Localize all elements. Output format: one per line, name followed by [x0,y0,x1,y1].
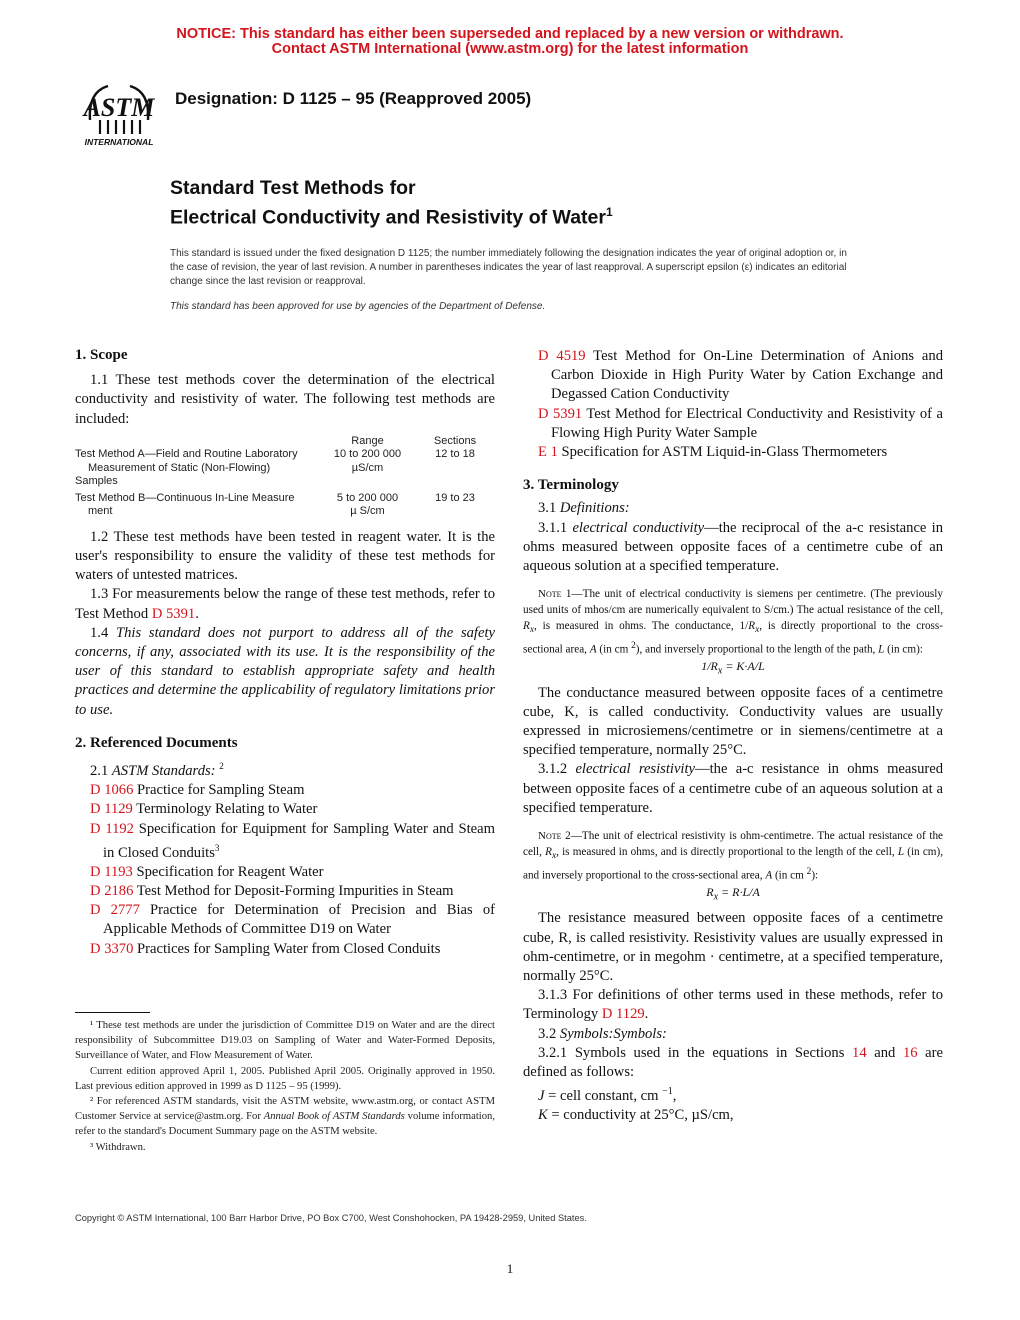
footnote-rule [75,1012,150,1013]
method-a-unit: µS/cm [351,461,384,474]
table-row [75,448,495,489]
reference-code-link[interactable]: E 1 [538,444,558,461]
equation-2: $R_x = R\cdot L/A$ [706,884,760,903]
reference-code-link[interactable]: D 1192 [90,820,134,837]
title-footnote-ref[interactable]: 1 [605,205,613,219]
link-section-16[interactable]: 16 [902,1044,918,1061]
reference-list-continued [523,347,943,462]
method-a-name-cont2: Samples [75,475,118,488]
safety-statement: This standard does not purport to address all of the safety concerns, if any, associated with its use. It is the responsibility of the user of this standard to establish appropriate safety and health practices and determine the applicability of regulatory limitations prior to use. [75,624,495,718]
reference-title: Specification for ASTM Liquid-in-Glass Thermometers [557,444,888,461]
footnote-1: ¹ These test methods are under the jurisdiction of Committee D19 on Water and are the direct responsibility of Subcommittee D19.03 on Sampling of Water and Water-Formed Deposits, Surveillance of Water, and Flow Measurement of Water. [75,1020,495,1062]
method-a-sections: 12 to 18 [435,448,475,461]
footnote-2: ² For referenced ASTM standards, visit the ASTM website, www.astm.org, or contact ASTM Customer Service at service@astm.org. For Annual Book of ASTM Standards volume information, refer to the standard's Document Summary page on the ASTM website. [75,1096,495,1138]
table-head-sections: Sections [433,434,477,447]
issuance-statement: This standard is issued under the fixed designation D 1125; the number immediately following the designation indicates the year of original adoption or, in the case of revision, the year of last revision. A number in parentheses indicates the year of last reapproval. A superscript epsilon (ε) indicates an editorial change since the last revision or reapproval. [170,248,847,287]
reference-item [75,820,495,863]
reference-item [523,443,943,462]
note-1: Note 1—The unit of electrical conductivity is siemens per centimetre. (The previously used units of mhos/cm are numerically equivalent to S/cm.) The actual resistance of the cell, $R_x$, is measured in ohms. The conductance, $1/R_x$, is directly proportional to the cross-sectional area, A (in cm $^2$), and inversely proportional to the length of the path, L (in cm): [523,588,943,657]
table-row [75,489,495,519]
logo-subtext: INTERNATIONAL [84,137,154,147]
reference-item [523,405,943,443]
reference-item [75,781,495,800]
reference-code-link[interactable]: D 1129 [90,801,133,818]
note-2: Note 2—The unit of electrical resistivity is ohm-centimetre. The actual resistance of the cell, $R_x$, is measured in ohms, and is directly proportional to the length of the cell, L (in cm), and inversely proportional to the cross-sectional area, A (in cm $^2$): [523,830,944,882]
footnote-3: ³ Withdrawn. [90,1141,146,1153]
link-section-14[interactable]: 14 [852,1044,867,1061]
reference-item [75,863,495,882]
reference-list [75,781,495,959]
right-column [523,347,943,1125]
symbol-J: J = cell constant, cm $^{-1}$, [538,1086,677,1105]
reference-code-link[interactable]: D 4519 [538,348,586,364]
method-a-name: Test Method A—Field and Routine Laboratory [75,448,298,461]
reference-title: Test Method for Deposit-Forming Impurities in Steam [133,882,454,899]
reference-code-link[interactable]: D 3370 [90,940,134,957]
para-1-2: 1.2 These test methods have been tested in reagent water. It is the user's responsibility to ensure the validity of these test methods for waters of untested matrices. [75,528,495,584]
reference-code-link[interactable]: D 1066 [90,782,134,799]
para-3-1-1: 3.1.1 electrical conductivity—the reciprocal of the a-c resistance in ohms measured between opposite faces of a centimetre cube of an aqueous solution at a specified temperature. [523,519,943,575]
notice-line-1: NOTICE: This standard has either been superseded and replaced by a new version or withdrawn. [176,26,844,42]
reference-title: Test Method for On-Line Determination of Anions and Carbon Dioxide in High Purity Water by Cation Exchange and Degassed Cation Conductivity [551,348,943,403]
para-conductivity: The conductance measured between opposite faces of a centimetre cube, K, is called conductivity. Conductivity values are usually expressed in microsiemens/centimetre or in siemens/centimetre at a specified temperature, normally 25°C. [523,684,943,759]
reference-item [75,940,495,959]
link-d5391[interactable]: D 5391 [151,605,196,622]
reference-item [523,347,943,405]
dod-approval-statement: This standard has been approved for use by agencies of the Department of Defense. [170,301,546,312]
method-a-name-cont: Measurement of Static (Non-Flowing) [88,461,271,474]
notice-banner [0,27,1020,57]
logo-letters: ASTM [83,93,155,122]
para-1-3: 1.3 For measurements below the range of these test methods, refer to Test Method D 5391. [75,586,495,622]
method-b-unit: µ S/cm [350,505,385,518]
method-b-range: 5 to 200 000 [336,491,399,504]
table-head-range: Range [351,434,384,447]
link-d1129[interactable]: D 1129 [601,1006,645,1023]
para-2-1: 2.1 ASTM Standards: $^2$ [90,761,224,779]
reference-title: Terminology Relating to Water [132,801,318,818]
reference-title: Practice for Sampling Steam [133,782,305,799]
para-3-2: 3.2 Symbols:Symbols: [538,1025,667,1042]
section-1-heading: 1. Scope [75,347,128,363]
reference-title: Practice for Determination of Precision and Bias of Applicable Methods of Committee D19 on Water [103,902,495,938]
astm-logo [78,76,160,148]
reference-item [75,800,495,819]
title-line-1: Standard Test Methods for [170,177,416,199]
footnote-1b: Current edition approved April 1, 2005. Published April 2005. Originally approved in 1950. Last previous edition approved in 1999 as D 1125 – 95 (1999). [75,1065,495,1092]
reference-item [75,901,495,939]
section-3-heading: 3. Terminology [523,477,619,494]
para-3-1-2: 3.1.2 electrical resistivity—the a-c resistance in ohms measured between opposite faces of a centimetre cube of an aqueous solution at a specified temperature. [523,761,943,816]
symbol-K: K = conductivity at 25°C, µS/cm, [538,1107,734,1124]
reference-code-link[interactable]: D 2186 [90,882,134,899]
left-column [75,346,495,959]
reference-code-link[interactable]: D 5391 [538,405,583,422]
reference-title: Practices for Sampling Water from Closed Conduits [133,940,441,957]
method-b-name: Test Method B—Continuous In-Line Measure [75,491,295,504]
para-resistivity: The resistance measured between opposite faces of a centimetre cube, R, is called resistivity. Resistivity values are usually expressed in ohm-centimetre, or in megohm · centimetre, at a specified temperature, normally 25°C. [523,910,943,984]
reference-title: Test Method for Electrical Conductivity and Resistivity of a Flowing High Purity Water Sample [551,405,943,441]
para-1-4: 1.4 This standard does not purport to address all of the safety concerns, if any, associated with its use. It is the responsibility of the user of this standard to establish appropriate safety and health practices and determine the applicability of regulatory limitations prior to use. [75,624,495,718]
para-3-2-1: 3.2.1 Symbols used in the equations in Sections 14 and 16 are defined as follows: [523,1044,943,1080]
reference-title: Specification for Reagent Water [132,863,324,880]
footnote-ref-3[interactable]: 3 [214,842,220,853]
reference-title: Specification for Equipment for Sampling Water and Steam in Closed Conduits [103,820,495,861]
reference-item [75,882,495,901]
document-title [170,176,613,230]
reference-code-link[interactable]: D 1193 [90,863,133,880]
para-3-1: 3.1 Definitions: [538,500,630,517]
method-a-range: 10 to 200 000 [333,448,402,461]
method-b-sections: 19 to 23 [435,491,475,504]
designation: Designation: D 1125 – 95 (Reapproved 2005) [175,89,532,108]
section-2-heading: 2. Referenced Documents [75,734,238,751]
test-methods-table [75,435,495,519]
para-3-1-3: 3.1.3 For definitions of other terms used in these methods, refer to Terminology D 1129. [523,987,943,1023]
notice-line-2: Contact ASTM International (www.astm.org) for the latest information [271,41,749,57]
footnote-ref-2[interactable]: 2 [219,761,224,772]
footnotes [75,1018,495,1155]
term-electrical-conductivity: electrical conductivity [572,519,705,536]
title-line-2: Electrical Conductivity and Resistivity of Water [170,206,606,229]
page-number: 1 [506,1261,514,1276]
copyright-line: Copyright © ASTM International, 100 Barr Harbor Drive, PO Box C700, West Conshohocken, PA 19428-2959, United States. [75,1213,587,1223]
method-b-name-cont: ment [88,505,113,518]
term-electrical-resistivity: electrical resistivity [575,761,696,778]
para-1-1: 1.1 These test methods cover the determination of the electrical conductivity and resistivity of water. The following test methods are included: [75,372,495,427]
reference-code-link[interactable]: D 2777 [90,902,140,919]
equation-1: $1/R_x = K\cdot A/L$ [701,659,765,677]
